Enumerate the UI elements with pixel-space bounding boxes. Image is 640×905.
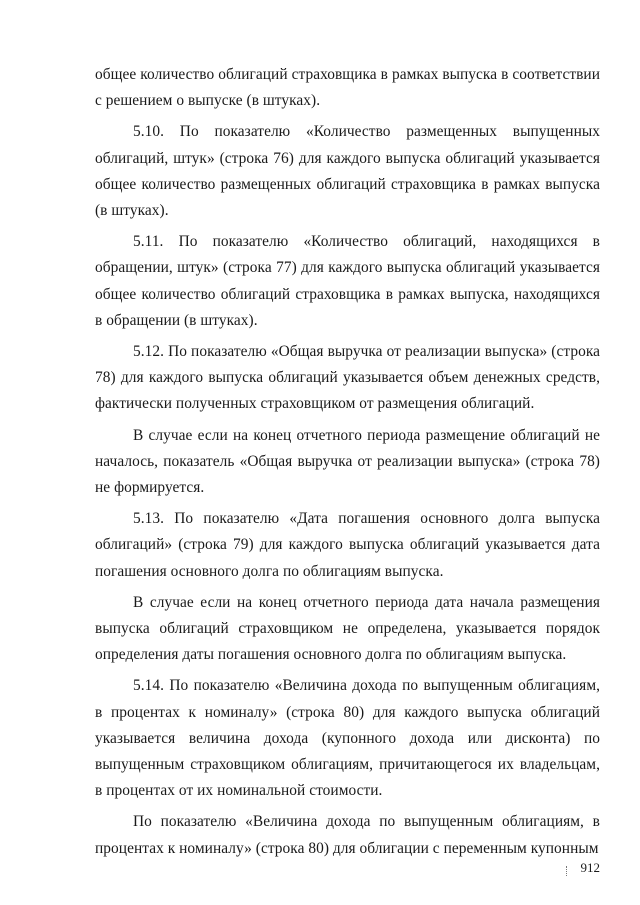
document-body	[95, 62, 600, 867]
paragraph-5-11: 5.11. По показателю «Количество облигаций, находящихся в обращении, штук» (строка 77) для каждого выпуска облигаций указывается общее количество облигаций страховщика в рамках выпуска, находящихся в обращении (в штуках).	[95, 233, 600, 329]
paragraph-5-14: 5.14. По показателю «Величина дохода по выпущенным облигациям, в процентах к номиналу» (строка 80) для каждого выпуска облигаций указывается величина дохода (купонного дохода или дисконта) по выпущенным страховщиком облигациям, причитающегося их владельцам, в процентах от их номинальной стоимости.	[95, 677, 600, 800]
scan-mark	[566, 866, 570, 876]
paragraph-5-12: 5.12. По показателю «Общая выручка от реализации выпуска» (строка 78) для каждого выпуска облигаций указывается объем денежных средств, фактически полученных страховщиком от размещения облигаций.	[95, 343, 600, 413]
paragraph-5-10: 5.10. По показателю «Количество размещенных выпущенных облигаций, штук» (строка 76) для каждого выпуска облигаций указывается общее количество размещенных облигаций страховщика в рамках выпуска (в штуках).	[95, 123, 600, 220]
paragraph-5-12-note: В случае если на конец отчетного периода размещение облигаций не началось, показатель «Общая выручка от реализации выпуска» (строка 78) не формируется.	[95, 426, 600, 497]
page-number: 912	[580, 860, 600, 875]
paragraph-continuation: общее количество облигаций страховщика в рамках выпуска в соответствии с решением о выпуске (в штуках).	[95, 66, 600, 110]
paragraph-5-14-note: По показателю «Величина дохода по выпущенным облигациям, в процентах к номиналу» (строка 80) для облигации с переменным купонным	[95, 813, 600, 857]
paragraph-5-13: 5.13. По показателю «Дата погашения основного долга выпуска облигаций» (строка 79) для каждого выпуска облигаций указывается дата погашения основного долга по облигациям выпуска.	[95, 510, 600, 580]
paragraph-5-13-note: В случае если на конец отчетного периода дата начала размещения выпуска облигаций страховщиком не определена, указывается порядок определения даты погашения основного долга по облигациям выпуска.	[95, 593, 600, 664]
